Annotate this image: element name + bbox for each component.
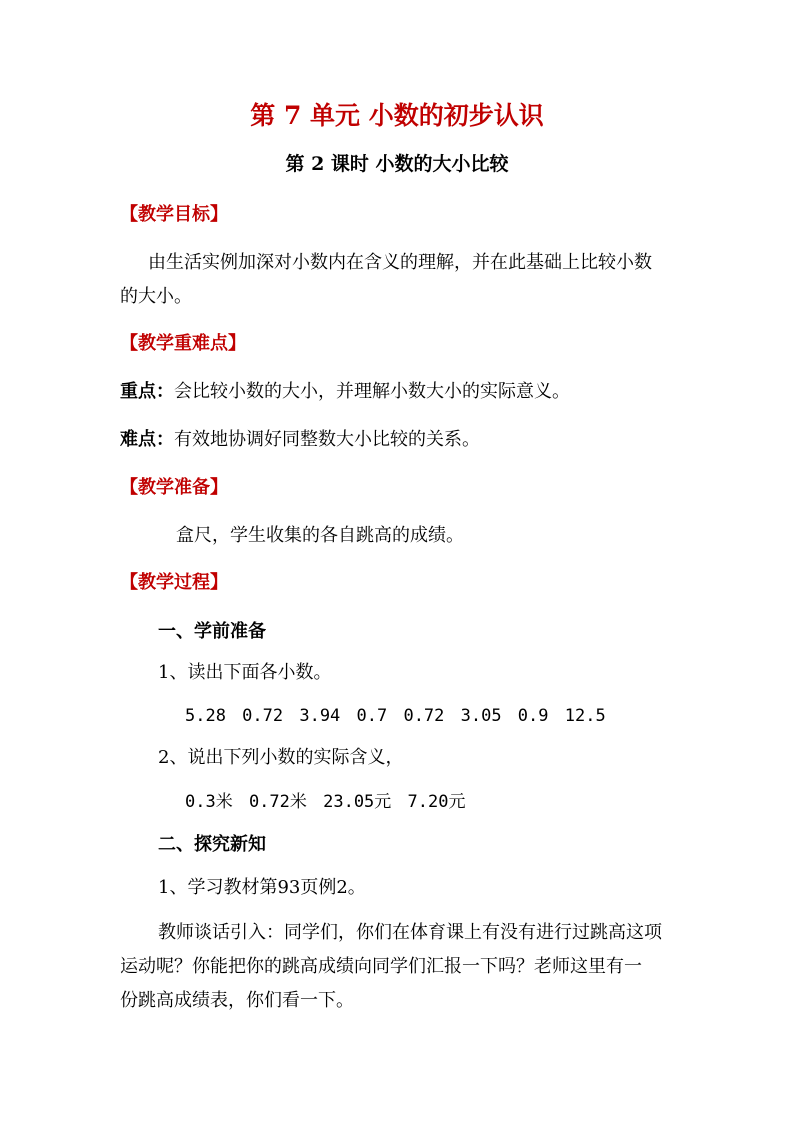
- item-2-values: 0.3米 0.72米 23.05元 7.20元: [185, 792, 466, 812]
- part-2-heading: 二、探究新知: [158, 834, 266, 855]
- key-point-line: [120, 380, 570, 404]
- difficulty-text: 有效地协调好同整数大小比较的关系。: [174, 429, 480, 450]
- part-1-heading: 一、学前准备: [158, 621, 266, 642]
- section-heading-key-points: 【教学重难点】: [120, 333, 246, 354]
- difficulty-line: [120, 428, 480, 452]
- paragraph-line-2: 运动呢？你能把你的跳高成绩向同学们汇报一下吗？老师这里有一: [120, 956, 642, 977]
- lesson-subtitle: 第 2 课时 小数的大小比较: [285, 153, 509, 175]
- goal-text-line-2: 的大小。: [120, 286, 192, 307]
- key-point-text: 会比较小数的大小，并理解小数大小的实际意义。: [174, 381, 570, 402]
- section-heading-goal: 【教学目标】: [120, 204, 228, 225]
- section-heading-process: 【教学过程】: [120, 572, 228, 593]
- paragraph-line-1: 教师谈话引入：同学们，你们在体育课上有没有进行过跳高这项: [158, 922, 662, 943]
- item-1-text: 1、读出下面各小数。: [158, 662, 332, 683]
- goal-text-line-1: 由生活实例加深对小数内在含义的理解，并在此基础上比较小数: [148, 252, 652, 273]
- paragraph-line-3: 份跳高成绩表，你们看一下。: [120, 990, 354, 1011]
- page-title: 第 7 单元 小数的初步认识: [250, 101, 544, 130]
- item-1-numbers: 5.28 0.72 3.94 0.7 0.72 3.05 0.9 12.5: [185, 706, 606, 726]
- preparation-text: 盒尺，学生收集的各自跳高的成绩。: [176, 525, 464, 546]
- item-3-text: 1、学习教材第93页例2。: [158, 877, 366, 898]
- section-heading-preparation: 【教学准备】: [120, 477, 228, 498]
- item-2-text: 2、说出下列小数的实际含义，: [158, 747, 404, 768]
- key-point-label: 重点：: [120, 381, 174, 402]
- difficulty-label: 难点：: [120, 429, 174, 450]
